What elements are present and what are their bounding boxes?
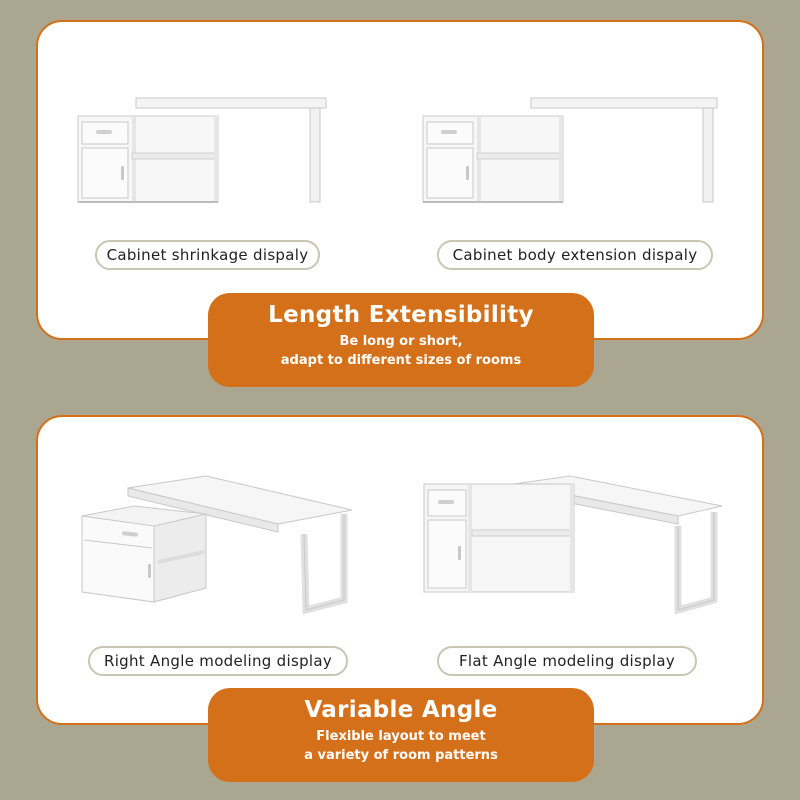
banner-subtitle-line2: adapt to different sizes of rooms [280,353,522,368]
right-angle-label: Right Angle modeling display [88,646,348,676]
cabinet-shrinkage-label: Cabinet shrinkage dispaly [95,240,320,270]
banner-subtitle-line2: a variety of room patterns [304,748,498,763]
flat-angle-label: Flat Angle modeling display [437,646,697,676]
banner-title: Variable Angle [304,697,498,723]
banner-subtitle-line1: Flexible layout to meet [316,729,486,744]
desk-shrinkage-image [70,90,340,210]
desk-right-angle-image [78,470,358,630]
banner-subtitle-line1: Be long or short, [339,334,463,349]
variable-angle-banner [208,688,594,782]
cabinet-extension-label: Cabinet body extension dispaly [437,240,713,270]
length-extensibility-banner [208,293,594,387]
desk-flat-angle-image [420,470,730,620]
desk-extension-image [415,90,735,210]
banner-title: Length Extensibility [268,302,534,328]
